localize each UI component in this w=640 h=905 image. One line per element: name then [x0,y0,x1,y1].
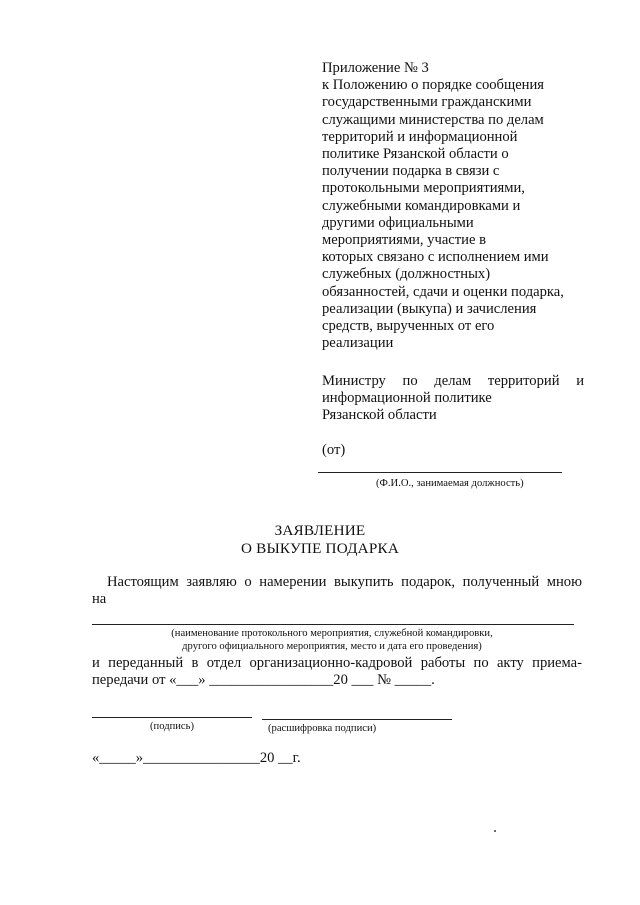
appendix-header [322,60,592,352]
appendix-line: политике Рязанской области о [322,146,509,163]
appendix-line: служебных (должностных) [322,266,491,283]
appendix-line: другими официальными [322,214,474,231]
addressee-block [322,373,584,425]
signature-fill-line[interactable] [92,717,252,718]
appendix-line: которых связано с исполнением ими [322,249,549,266]
appendix-line: получении подарка в связи с [322,163,500,180]
appendix-line: обязанностей, сдачи и оценки подарка, [322,283,564,300]
addressee-line: Министру по делам территорий и [322,373,584,389]
transfer-paragraph [92,655,582,690]
from-caption: (Ф.И.О., занимаемая должность) [376,478,524,489]
signature-decode-caption: (расшифровка подписи) [268,723,377,734]
statement-line: Настоящим заявляю о намерении выкупить подарок, полученный мною [107,574,582,590]
signature-decode-fill-line[interactable] [262,719,452,720]
appendix-line: государственными гражданскими [322,94,532,111]
transfer-line: и переданный в отдел организационно-кадровой работы по акту приема- [92,655,582,671]
appendix-line: служебными командировками и [322,197,521,214]
appendix-line: реализации [322,335,394,352]
document-title: ЗАЯВЛЕНИЕ [274,522,366,539]
addressee-line: Рязанской области [322,407,437,424]
from-label: (от) [322,442,346,458]
appendix-line: средств, вырученных от его [322,318,495,335]
transfer-line: передачи от «___» _________________20 ___ № _____. [92,672,435,689]
addressee-line: информационной политике [322,390,492,407]
appendix-line: Приложение № 3 [322,60,429,76]
statement-line: на [92,591,107,608]
appendix-line: мероприятиями, участие в [322,232,486,249]
event-caption [92,627,572,653]
event-caption-line: другого официального мероприятия, место и дата его проведения) [182,641,482,652]
event-fill-line[interactable] [92,624,574,625]
scan-speck [494,830,496,832]
appendix-line: к Положению о порядке сообщения [322,77,545,94]
appendix-line: территорий и информационной [322,128,518,145]
appendix-line: протокольными мероприятиями, [322,180,525,197]
appendix-line: служащими министерства по делам [322,111,544,128]
statement-paragraph [92,574,582,609]
appendix-line: реализации (выкупа) и зачисления [322,300,537,317]
signature-caption: (подпись) [150,721,194,732]
event-caption-line: (наименование протокольного мероприятия, служебной командировки, [171,628,493,639]
date-line[interactable]: «_____»________________20 __г. [92,750,301,766]
from-fill-line[interactable] [318,472,562,473]
document-subtitle: О ВЫКУПЕ ПОДАРКА [240,540,399,557]
